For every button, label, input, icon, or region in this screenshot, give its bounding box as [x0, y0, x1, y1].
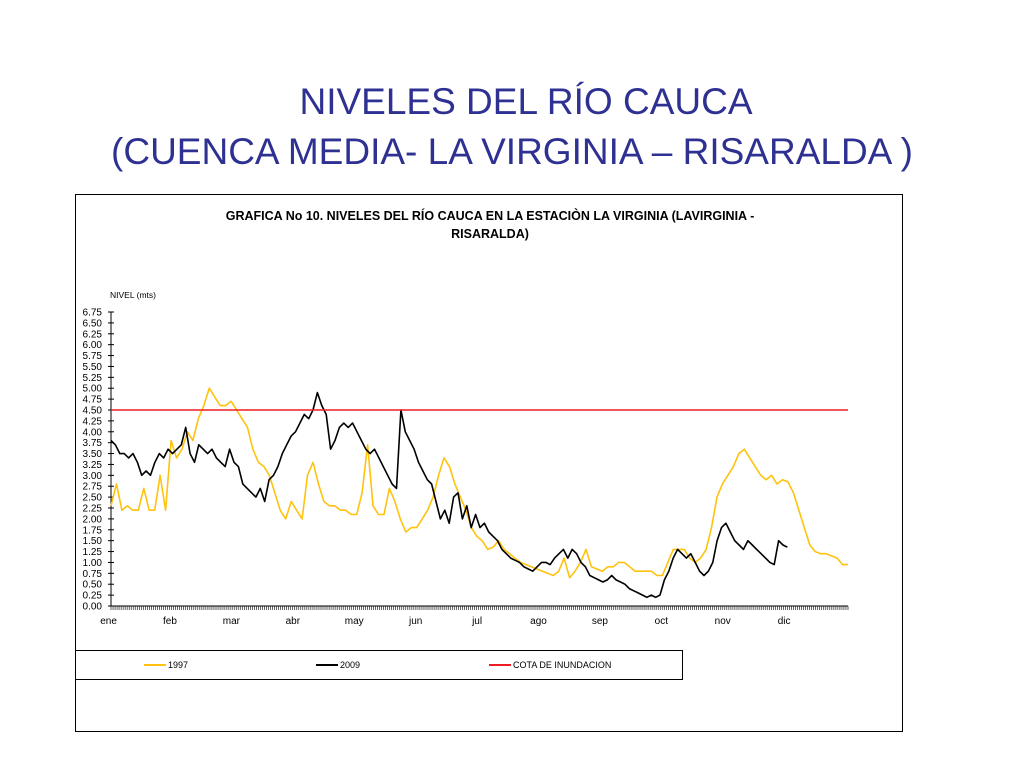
x-tick-label: mar: [222, 616, 241, 627]
y-tick-label: 4.25: [82, 416, 102, 428]
y-tick-label: 5.25: [82, 372, 102, 384]
y-tick-label: 4.50: [82, 405, 102, 417]
y-tick-label: 3.00: [82, 470, 102, 482]
y-tick-label: 4.00: [82, 427, 102, 439]
x-tick-label: ene: [100, 616, 117, 627]
y-tick-label: 2.75: [82, 481, 102, 493]
y-tick-label: 2.00: [82, 514, 102, 526]
y-tick-label: 5.50: [82, 361, 102, 373]
legend-item-2009: [316, 660, 360, 670]
y-axis-label: NIVEL (mts): [110, 290, 156, 300]
legend-swatch-1997: [144, 664, 166, 666]
legend-swatch-2009: [316, 664, 338, 666]
x-tick-label: feb: [163, 616, 177, 627]
y-tick-label: 0.75: [82, 568, 102, 580]
y-tick-label: 0.00: [82, 601, 102, 613]
y-tick-label: 1.75: [82, 525, 102, 537]
series-line-1997: [111, 388, 848, 578]
y-tick-label: 1.25: [82, 547, 102, 559]
chart-title-line-2: RISARALDA): [451, 227, 529, 241]
legend-item-1997: [144, 660, 188, 670]
series-line-2009: [111, 393, 787, 598]
y-tick-label: 6.00: [82, 340, 102, 352]
y-tick-label: 6.25: [82, 329, 102, 341]
y-tick-label: 3.75: [82, 438, 102, 450]
x-tick-label: jul: [472, 616, 483, 627]
y-tick-label: 2.50: [82, 492, 102, 504]
x-tick-label: ago: [530, 616, 547, 627]
x-tick-label: may: [344, 616, 364, 627]
chart-legend: [75, 650, 683, 680]
y-tick-label: 0.25: [82, 590, 102, 602]
chart-series-layer: [111, 388, 848, 597]
chart-title-line-1: GRAFICA No 10. NIVELES DEL RÍO CAUCA EN LA ESTACIÒN LA VIRGINIA (LAVIRGINIA -: [225, 209, 755, 223]
legend-label-cota: COTA DE INUNDACION: [513, 660, 612, 670]
x-axis-daily-ticks: [111, 606, 848, 610]
y-tick-label: 1.00: [82, 557, 102, 569]
legend-label-2009: 2009: [340, 660, 361, 670]
x-tick-label: oct: [654, 616, 668, 627]
y-tick-label: 2.25: [82, 503, 102, 515]
slide-title-line-2: (CUENCA MEDIA- LA VIRGINIA – RISARALDA ): [111, 131, 913, 172]
y-tick-label: 4.75: [82, 394, 102, 406]
legend-label-1997: 1997: [168, 660, 189, 670]
legend-item-cota: [489, 660, 611, 670]
y-tick-label: 5.00: [82, 383, 102, 395]
legend-swatch-cota: [489, 664, 511, 666]
y-tick-label: 3.25: [82, 459, 102, 471]
x-tick-label: dic: [777, 616, 791, 627]
y-tick-label: 0.50: [82, 579, 102, 591]
y-tick-label: 6.50: [82, 318, 102, 330]
y-tick-label: 5.75: [82, 351, 102, 363]
y-tick-label: 3.50: [82, 449, 102, 461]
x-tick-label: sep: [591, 616, 608, 627]
x-tick-label: abr: [285, 616, 301, 627]
y-tick-label: 6.75: [82, 307, 102, 319]
y-tick-label: 1.50: [82, 536, 102, 548]
slide-title-line-1: NIVELES DEL RÍO CAUCA: [299, 81, 753, 122]
x-tick-label: jun: [408, 616, 423, 627]
x-tick-label: nov: [714, 616, 731, 627]
